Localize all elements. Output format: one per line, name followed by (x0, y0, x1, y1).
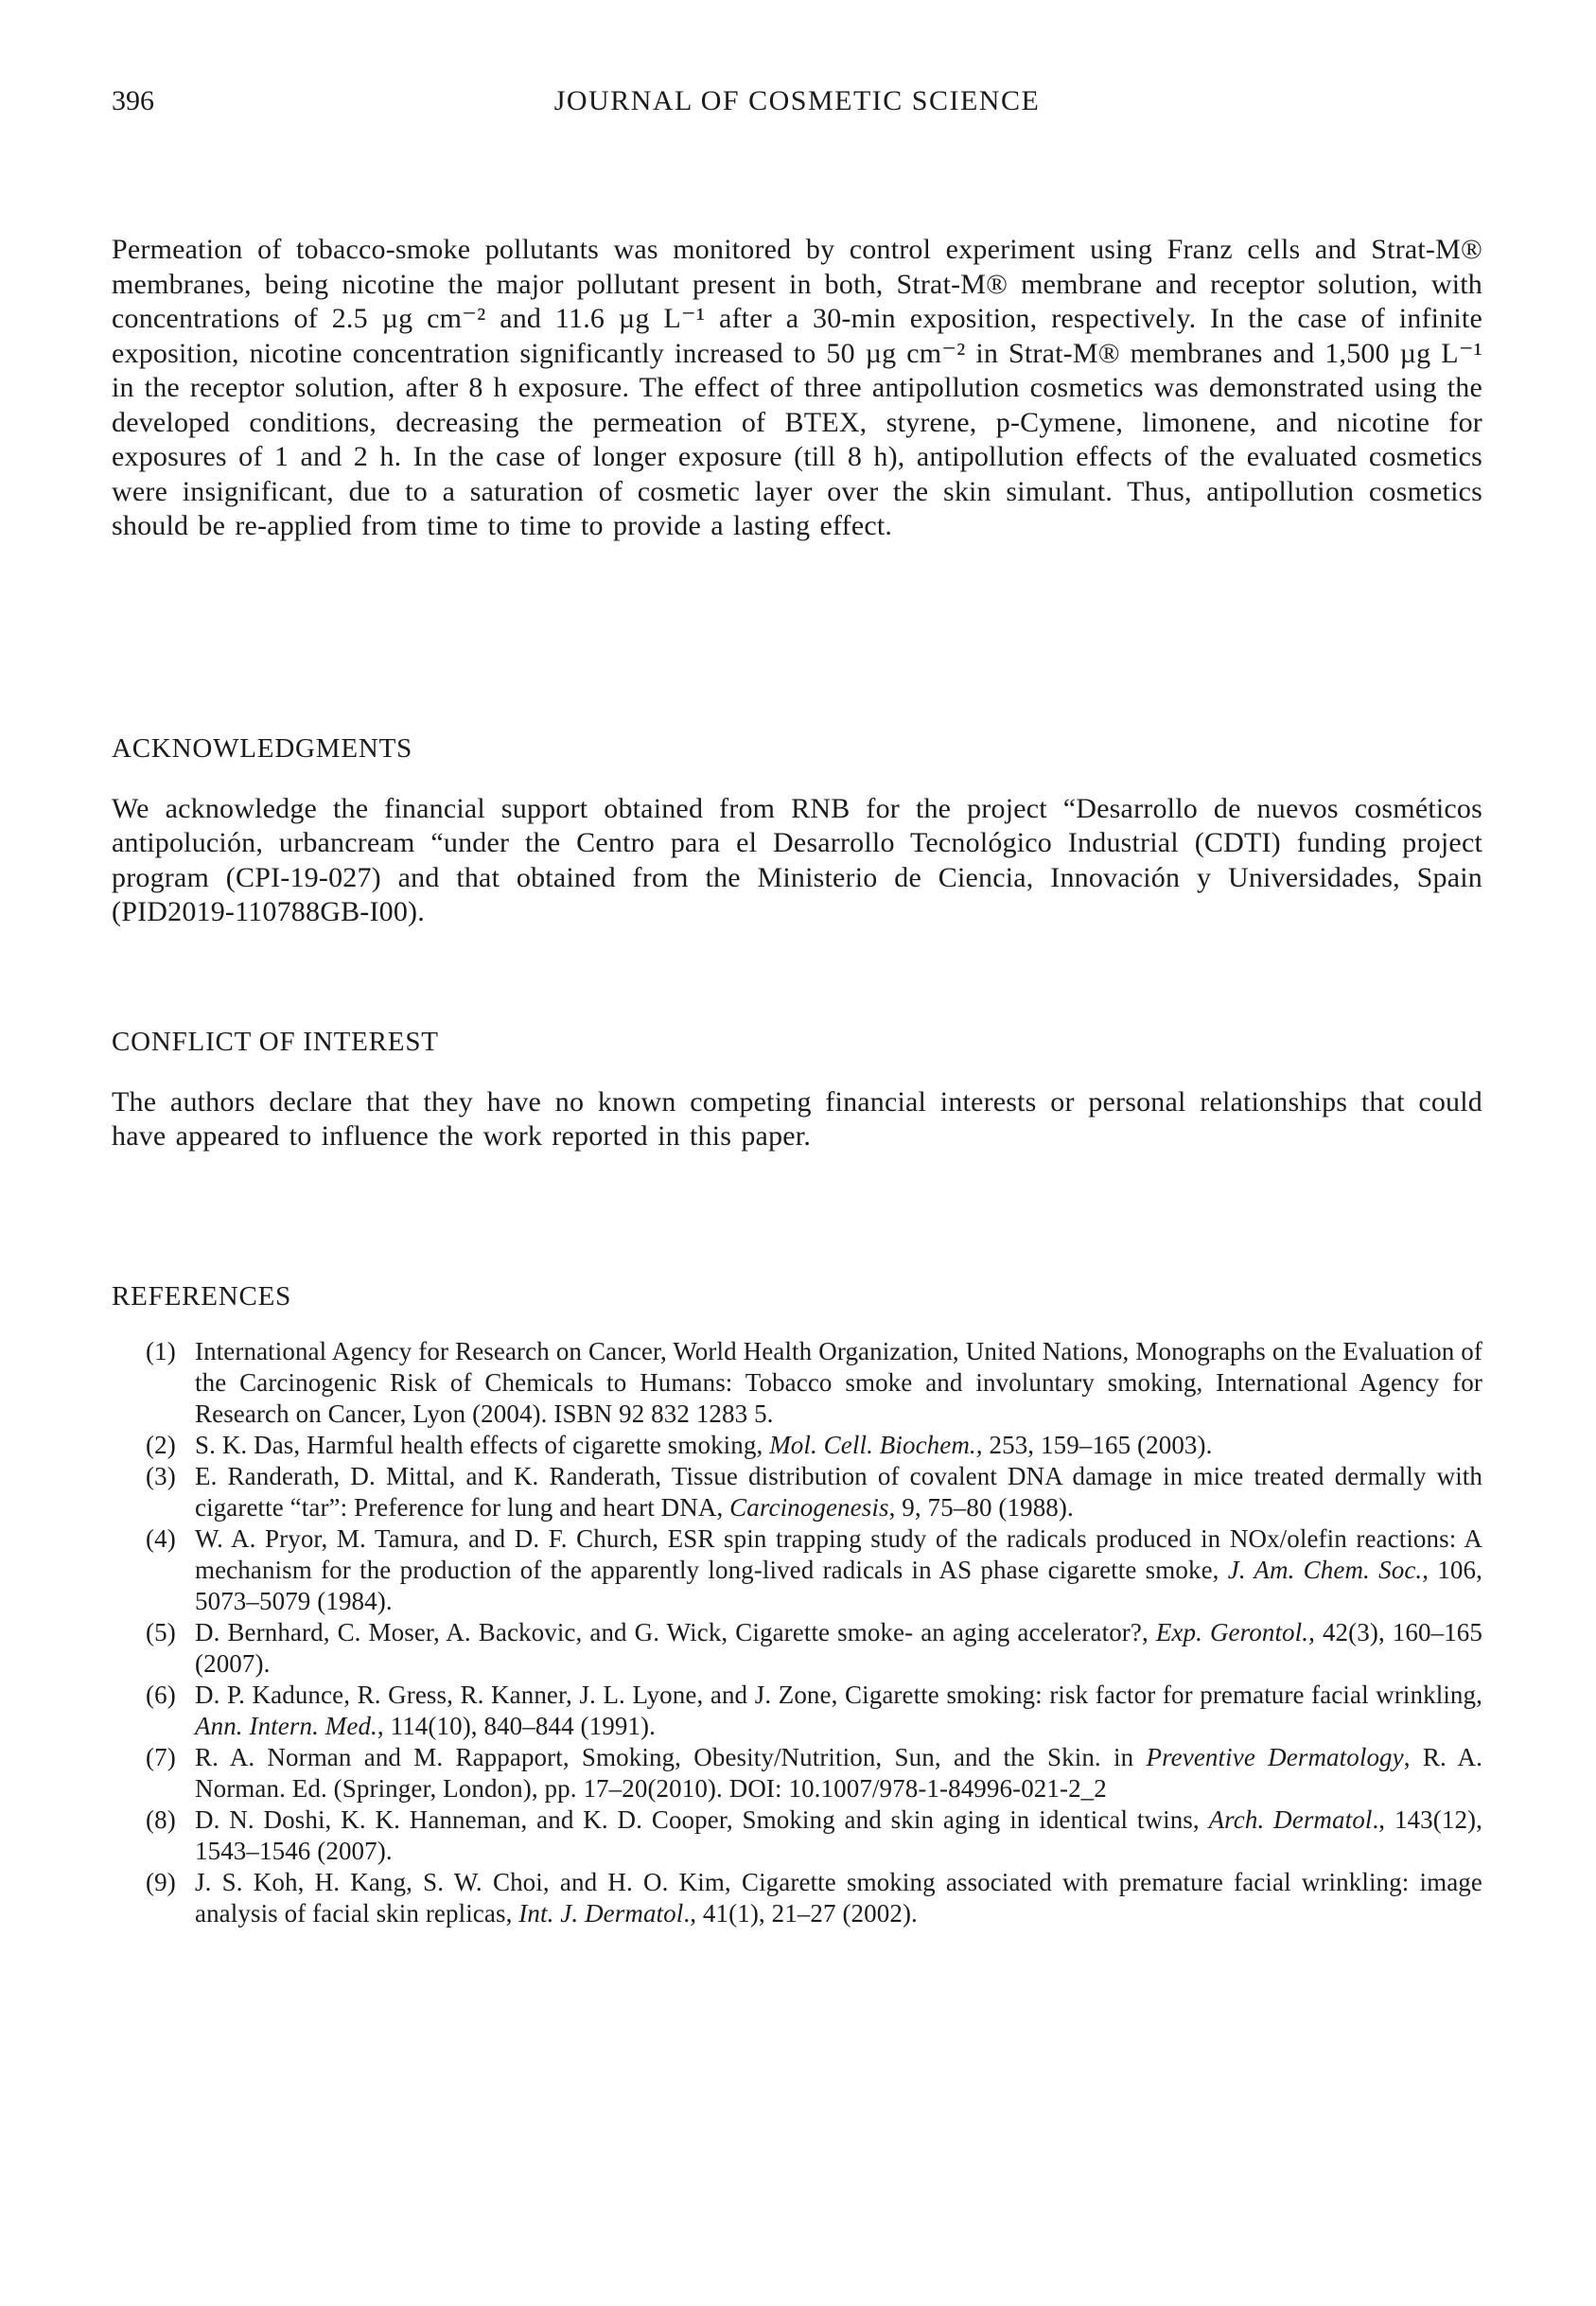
reference-text: E. Randerath, D. Mittal, and K. Randerath, Tissue distribution of covalent DNA damage in mice treated dermally with cigarette “tar”: Preference for lung and heart DNA, Carcinogenesis, 9, 75–80 (1988). (195, 1461, 1482, 1522)
reference-item (112, 1617, 1482, 1680)
section-heading-conflict-of-interest: CONFLICT OF INTEREST (112, 1026, 439, 1057)
reference-item (112, 1867, 1482, 1929)
reference-number: (8) (146, 1804, 176, 1834)
reference-number: (6) (146, 1680, 176, 1709)
reference-item (112, 1804, 1482, 1867)
acknowledgments-section (112, 731, 1482, 930)
conflict-of-interest-paragraph: The authors declare that they have no known competing financial interests or personal relationships that could have appeared to influence the work reported in this paper. (112, 1085, 1482, 1152)
reference-number: (3) (146, 1461, 176, 1490)
reference-item (112, 1336, 1482, 1430)
reference-number: (4) (146, 1523, 176, 1553)
conflict-of-interest-section (112, 1025, 1482, 1154)
reference-text: International Agency for Research on Cancer, World Health Organization, United Nations, Monographs on the Evaluation of the Carcinogenic Risk of Chemicals to Humans: Tobacco smoke and involuntary smoking, International Agency for Research on Cancer, Lyon (2004). ISBN 92 832 1283 5. (195, 1336, 1482, 1428)
reference-item (112, 1523, 1482, 1617)
journal-title: JOURNAL OF COSMETIC SCIENCE (553, 85, 1041, 116)
reference-number: (5) (146, 1617, 176, 1646)
section-heading-acknowledgments: ACKNOWLEDGMENTS (112, 732, 413, 764)
references-section (112, 1279, 1482, 1929)
reference-text: J. S. Koh, H. Kang, S. W. Choi, and H. O. Kim, Cigarette smoking associated with premature facial wrinkling: image analysis of facial skin replicas, Int. J. Dermatol., 41(1), 21–27 (2002). (195, 1867, 1482, 1928)
reference-text: D. Bernhard, C. Moser, A. Backovic, and G. Wick, Cigarette smoke- an aging accelerator?, Exp. Gerontol., 42(3), 160–165 (2007). (195, 1617, 1482, 1678)
reference-item (112, 1461, 1482, 1523)
reference-number: (2) (146, 1430, 176, 1459)
reference-number: (7) (146, 1742, 176, 1771)
references-list (112, 1336, 1482, 1929)
reference-text: D. N. Doshi, K. K. Hanneman, and K. D. Cooper, Smoking and skin aging in identical twins, Arch. Dermatol., 143(12), 1543–1546 (2007). (195, 1804, 1482, 1865)
reference-number: (1) (146, 1336, 176, 1365)
reference-item (112, 1430, 1482, 1461)
reference-text: R. A. Norman and M. Rappaport, Smoking, Obesity/Nutrition, Sun, and the Skin. in Preventive Dermatology, R. A. Norman. Ed. (Springer, London), pp. 17–20(2010). DOI: 10.1007/978-1-84996-021-2_2 (195, 1742, 1482, 1803)
acknowledgments-paragraph: We acknowledge the financial support obtained from RNB for the project “Desarrollo de nuevos cosméticos antipolución, urbancream “under the Centro para el Desarrollo Tecnológico Industrial (CDTI) funding project program (CPI-19-027) and that obtained from the Ministerio de Ciencia, Innovación y Universidades, Spain (PID2019-110788GB-I00). (112, 792, 1482, 927)
reference-item (112, 1742, 1482, 1804)
section-heading-references: REFERENCES (112, 1280, 292, 1311)
page-header (112, 83, 1482, 121)
page-number: 396 (112, 85, 154, 116)
reference-text: W. A. Pryor, M. Tamura, and D. F. Church, ESR spin trapping study of the radicals produced in NOx/olefin reactions: A mechanism for the production of the apparently long-lived radicals in AS phase cigarette smoke, J. Am. Chem. Soc., 106, 5073–5079 (1984). (195, 1523, 1482, 1615)
reference-number: (9) (146, 1867, 176, 1896)
reference-text: D. P. Kadunce, R. Gress, R. Kanner, J. L. Lyone, and J. Zone, Cigarette smoking: risk factor for premature facial wrinkling, Ann. Intern. Med., 114(10), 840–844 (1991). (195, 1680, 1482, 1740)
reference-item (112, 1680, 1482, 1742)
abstract-paragraph: Permeation of tobacco-smoke pollutants was monitored by control experiment using Franz cells and Strat-M® membranes, being nicotine the major pollutant present in both, Strat-M® membrane and receptor solution, with concentrations of 2.5 µg cm⁻² and 11.6 µg L⁻¹ after a 30-min exposition, respectively. In the case of infinite exposition, nicotine concentration significantly increased to 50 µg cm⁻² in Strat-M® membranes and 1,500 µg L⁻¹ in the receptor solution, after 8 h exposure. The effect of three antipollution cosmetics was demonstrated using the developed conditions, decreasing the permeation of BTEX, styrene, p-Cymene, limonene, and nicotine for exposures of 1 and 2 h. In the case of longer exposure (till 8 h), antipollution effects of the evaluated cosmetics were insignificant, due to a saturation of cosmetic layer over the skin simulant. Thus, antipollution cosmetics should be re-applied from time to time to provide a lasting effect. (112, 234, 1482, 541)
reference-text: S. K. Das, Harmful health effects of cigarette smoking, Mol. Cell. Biochem., 253, 159–165 (2003). (195, 1430, 1213, 1459)
